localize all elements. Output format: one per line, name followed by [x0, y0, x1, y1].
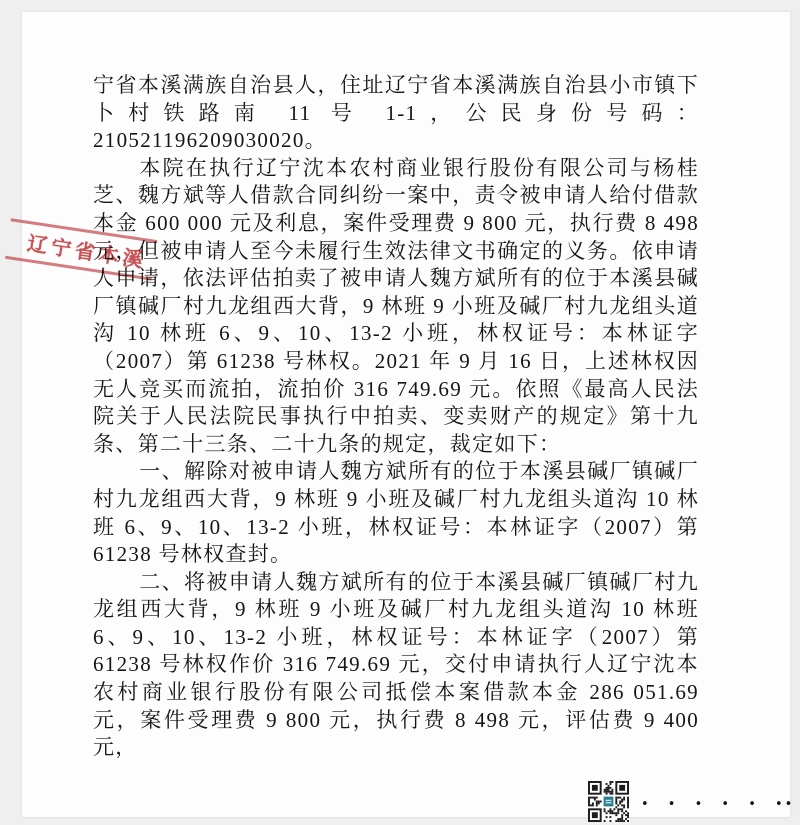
document-body: [93, 72, 699, 762]
scanned-page: [22, 12, 795, 817]
dots-separator: • • • • • ••: [641, 796, 795, 812]
paragraph-case-background: 本院在执行辽宁沈本农村商业银行股份有限公司与杨桂芝、魏方斌等人借款合同纠纷一案中，责令被申请人给付借款本金 600 000 元及利息，案件受理费 9 800 元，执行费 8 498 元，但被申请人至今未履行生效法律文书确定的义务。依申请人申请，依法评估拍卖了被申请人魏方斌所有的位于本溪县碱厂镇碱厂村九龙组西大背，9 林班 9 小班及碱厂村九龙组头道沟 10 林班 6、9、10、13-2 小班，林权证号：本林证字（2007）第 61238 号林权。2021 年 9 月 16 日，上述林权因无人竞买而流拍，流拍价 316 749.69 元。依照《最高人民法院关于人民法院民事执行中拍卖、变卖财产的规定》第十九条、第二十三条、二十九条的规定，裁定如下：: [93, 155, 699, 456]
paragraph-ruling-item-1: 一、解除对被申请人魏方斌所有的位于本溪县碱厂镇碱厂村九龙组西大背，9 林班 9 小班及碱厂村九龙组头道沟 10 林班 6、9、10、13-2 小班，林权证号：本林证字（2007）第 61238 号林权查封。: [93, 459, 699, 567]
paragraph-continuation: 宁省本溪满族自治县人，住址辽宁省本溪满族自治县小市镇下卜村铁路南 11 号 1-1，公民身份号码：210521196209030020。: [93, 73, 699, 153]
paragraph-ruling-item-2: 二、将被申请人魏方斌所有的位于本溪县碱厂镇碱厂村九龙组西大背，9 林班 9 小班及碱厂村九龙组头道沟 10 林班 6、9、10、13-2 小班，林权证号：本林证字（2007）第 61238 号林权作价 316 749.69 元，交付申请执行人辽宁沈本农村商业银行股份有限公司抵偿本案借款本金 286 051.69 元，案件受理费 9 800 元，执行费 8 498 元，评估费 9 400 元，: [93, 569, 699, 760]
page-footer: [588, 780, 794, 822]
red-court-stamp: 辽宁省本溪: [5, 218, 157, 280]
qr-code-icon: [588, 781, 629, 822]
